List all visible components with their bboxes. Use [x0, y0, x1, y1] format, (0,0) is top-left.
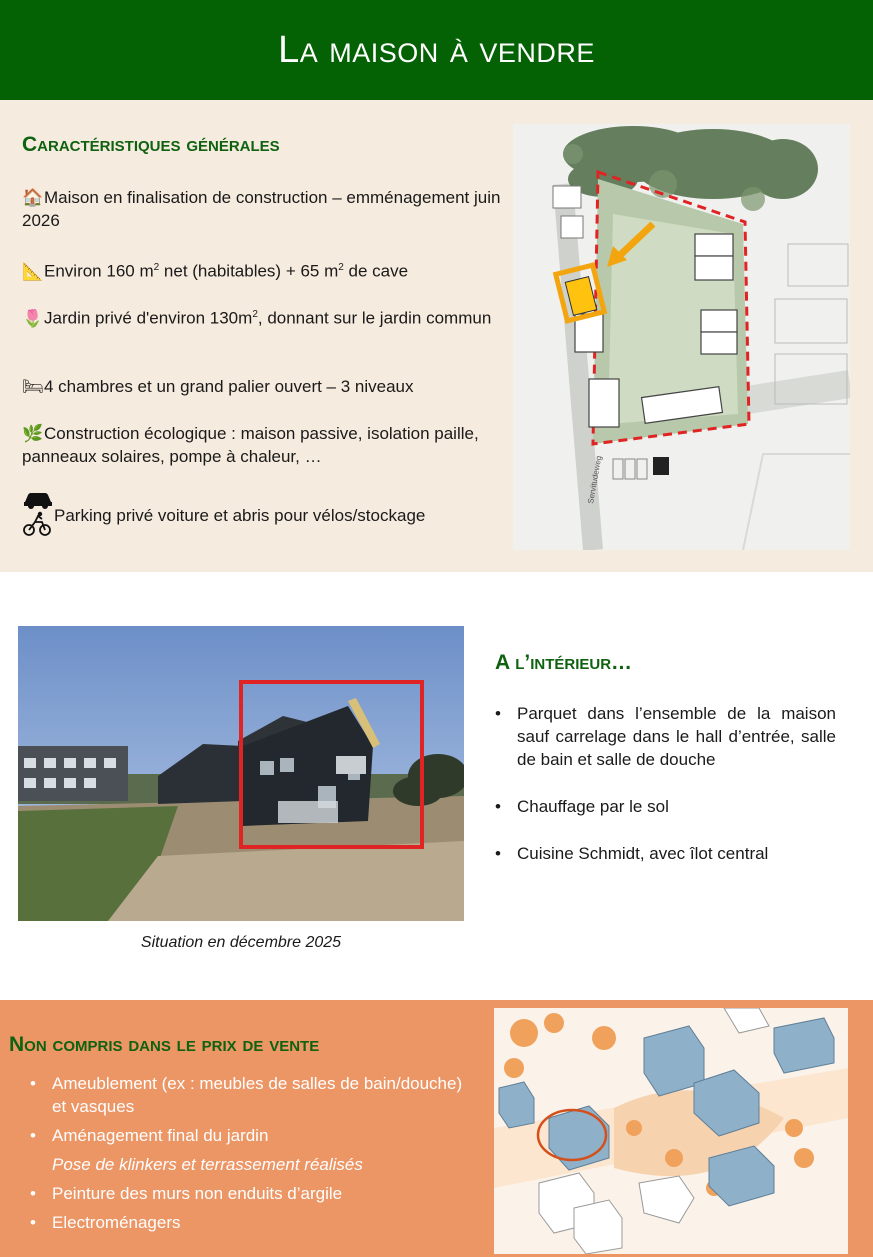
interior-list — [495, 702, 836, 889]
feature-house — [22, 186, 502, 232]
feature-text: Jardin privé d'environ 130m — [44, 308, 253, 328]
map-road-label: Servitudeweg — [586, 455, 604, 505]
feature-text: 4 chambres et un grand palier ouvert – 3 niveaux — [44, 377, 414, 396]
feature-parking — [22, 488, 502, 538]
site-plan-map — [513, 124, 850, 550]
page-title: La maison à vendre — [278, 28, 595, 71]
feature-surface — [22, 256, 502, 283]
superscript: 2 — [153, 262, 160, 273]
list-item-text: Peinture des murs non enduits d’argile — [52, 1184, 343, 1203]
feature-text: Environ 160 m — [44, 261, 154, 281]
excluded-list — [30, 1072, 470, 1240]
list-item — [30, 1211, 470, 1234]
leaf-icon: 🌿 — [22, 424, 44, 443]
list-item-subtext: Pose de klinkers et terrassement réalisés — [52, 1155, 363, 1174]
feature-text: de cave — [343, 261, 409, 281]
superscript: 2 — [338, 262, 344, 273]
list-item: • Chauffage par le sol — [495, 795, 836, 818]
feature-rooms — [22, 375, 502, 398]
ruler-icon: 📐 — [22, 261, 44, 281]
list-item — [30, 1124, 470, 1176]
general-section — [0, 100, 873, 572]
excluded-heading: Non compris dans le prix de vente — [9, 1033, 320, 1056]
list-item — [30, 1072, 470, 1118]
feature-text: net (habitables) + 65 m — [159, 261, 339, 281]
interior-heading: A l’intérieur… — [495, 651, 633, 674]
list-item-text: Aménagement final du jardin — [52, 1126, 269, 1145]
list-item-text: Electroménagers — [52, 1213, 181, 1232]
bed-icon: 🛏 — [22, 377, 44, 396]
feature-text: Construction écologique : maison passive, isolation paille, panneaux solaires, pompe à chaleur, … — [22, 424, 479, 466]
isometric-site-illustration — [494, 1008, 848, 1254]
feature-text: Parking privé voiture et abris pour vélos/stockage — [54, 506, 426, 525]
feature-text: , donnant sur le jardin commun — [257, 308, 492, 328]
page-header — [0, 0, 873, 100]
list-item-text: Ameublement (ex : meubles de salles de bain/douche) et vasques — [52, 1074, 463, 1116]
photo-caption: Situation en décembre 2025 — [140, 934, 342, 951]
list-item: • Cuisine Schmidt, avec îlot central — [495, 842, 836, 865]
feature-ecology — [22, 422, 502, 468]
general-heading: Caractéristiques générales — [22, 133, 280, 156]
list-item — [30, 1182, 470, 1205]
superscript: 2 — [252, 309, 258, 320]
feature-garden — [22, 303, 502, 330]
car-bike-icon — [22, 488, 54, 536]
feature-text: Maison en finalisation de construction – emménagement juin 2026 — [22, 188, 501, 230]
construction-photo — [18, 626, 464, 921]
list-item: • Parquet dans l’ensemble de la maison sauf carrelage dans le hall d’entrée, salle de bain et salle de douche — [495, 702, 836, 771]
tulip-icon: 🌷 — [22, 308, 44, 328]
house-icon: 🏠 — [22, 188, 44, 207]
